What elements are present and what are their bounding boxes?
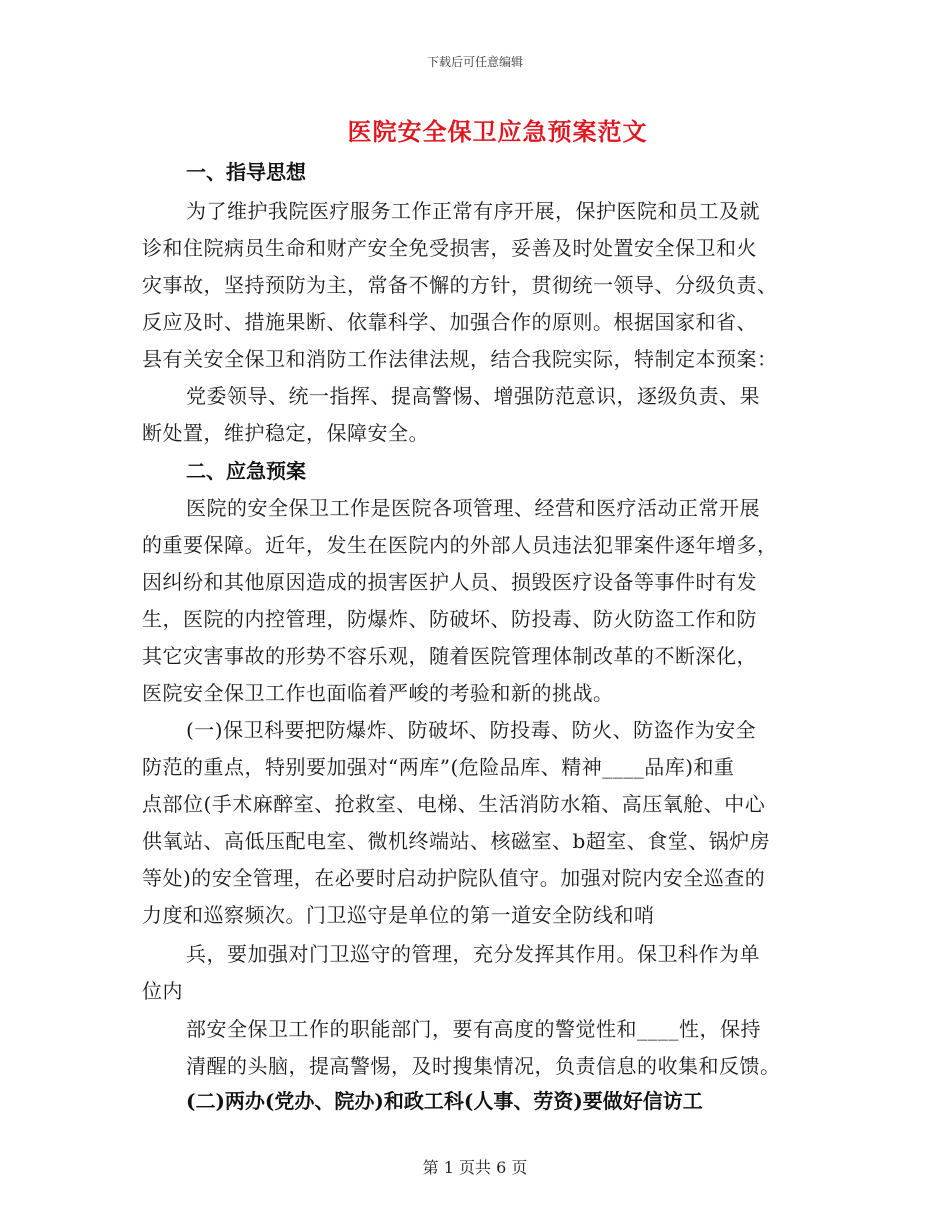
document-title: 医院安全保卫应急预案范文 [347, 117, 648, 146]
paragraph-line: 其它灾害事故的形势不容乐观，随着医院管理体制改革的不断深化， [142, 644, 757, 668]
paragraph-line: 兵，要加强对门卫巡守的管理，充分发挥其作用。保卫科作为单 [186, 942, 760, 966]
paragraph-line: 部安全保卫工作的职能部门，要有高度的警觉性和____性，保持 [186, 1017, 761, 1041]
paragraph-line: 党委领导、统一指挥、提高警惕、增强防范意识，逐级负责、果 [186, 384, 760, 408]
section-heading-1: 一、指导思想 [186, 160, 306, 184]
paragraph-line: 等处)的安全管理，在必要时启动护院队值守。加强对院内安全巡查的 [142, 866, 766, 890]
paragraph-line: 清醒的头脑，提高警惕，及时搜集情况，负责信息的收集和反馈。 [186, 1054, 781, 1078]
paragraph-line: 县有关安全保卫和消防工作法律法规，结合我院实际，特制定本预案： [142, 347, 778, 371]
paragraph-line: 医院安全保卫工作也面临着严峻的考验和新的挑战。 [142, 681, 614, 705]
subsection-heading: (二)两办(党办、院办)和政工科(人事、劳资)要做好信访工 [186, 1089, 703, 1113]
page-footer: 第 1 页共 6 页 [422, 1158, 528, 1177]
paragraph-line: 医院的安全保卫工作是医院各项管理、经营和医疗活动正常开展 [186, 496, 760, 520]
paragraph-line: (一)保卫科要把防爆炸、防破坏、防投毒、防火、防盗作为安全 [186, 718, 757, 742]
paragraph-line: 因纠纷和其他原因造成的损害医护人员、损毁医疗设备等事件时有发 [142, 570, 757, 594]
paragraph-line: 供氧站、高低压配电室、微机终端站、核磁室、b超室、食堂、锅炉房 [142, 829, 771, 853]
paragraph-line: 的重要保障。近年，发生在医院内的外部人员违法犯罪案件逐年增多， [142, 533, 778, 557]
paragraph-line: 生，医院的内控管理，防爆炸、防破坏、防投毒、防火防盗工作和防 [142, 607, 757, 631]
paragraph-line: 诊和住院病员生命和财产安全免受损害，妥善及时处置安全保卫和火 [142, 236, 757, 260]
paragraph-line: 力度和巡察频次。门卫巡守是单位的第一道安全防线和哨 [142, 903, 655, 927]
paragraph-line: 为了维护我院医疗服务工作正常有序开展，保护医院和员工及就 [186, 199, 760, 223]
paragraph-line: 位内 [142, 979, 183, 1003]
section-heading-2: 二、应急预案 [186, 459, 306, 483]
page-header-note: 下载后可任意编辑 [426, 55, 523, 69]
paragraph-line: 防范的重点，特别要加强对“两库”(危险品库、精神____品库)和重 [142, 755, 735, 779]
paragraph-line: 灾事故，坚持预防为主，常备不懈的方针，贯彻统一领导、分级负责、 [142, 273, 778, 297]
paragraph-line: 断处置，维护稳定，保障安全。 [142, 421, 429, 445]
paragraph-line: 点部位(手术麻醉室、抢救室、电梯、生活消防水箱、高压氧舱、中心 [142, 792, 766, 816]
paragraph-line: 反应及时、措施果断、依靠科学、加强合作的原则。根据国家和省、 [142, 310, 757, 334]
